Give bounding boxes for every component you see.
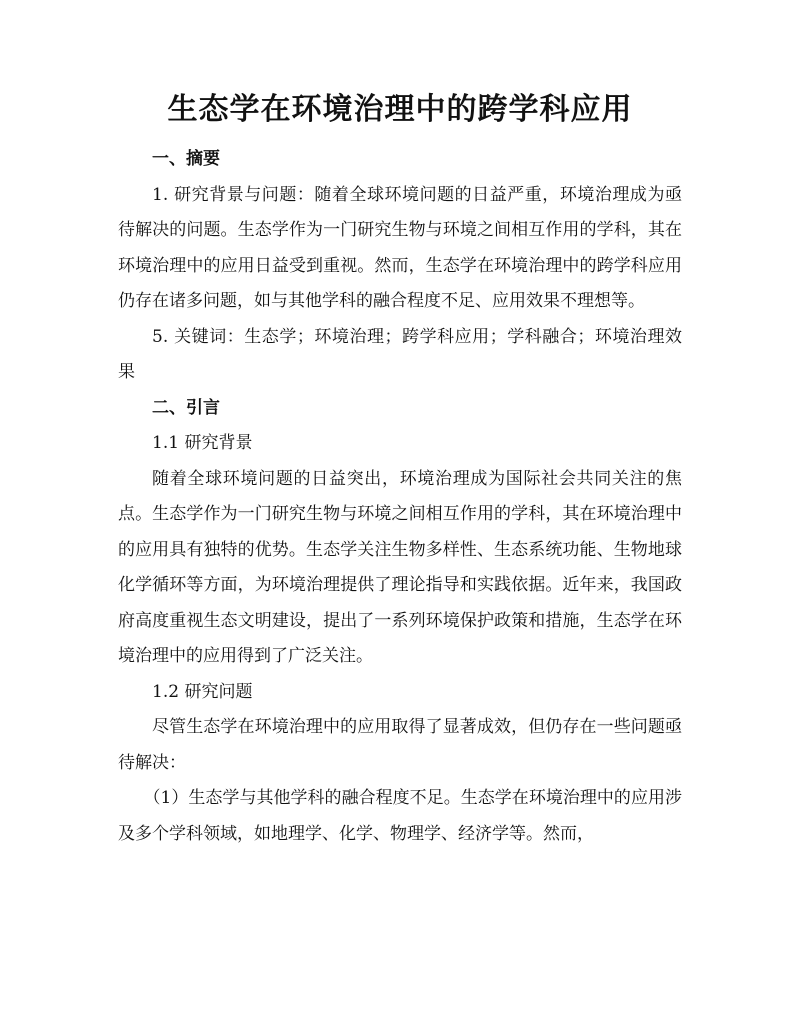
research-question-item-1: （1）生态学与其他学科的融合程度不足。生态学在环境治理中的应用涉及多个学科领域，如地理学、化学、物理学、经济学等。然而， [118,788,682,844]
document-title: 生态学在环境治理中的跨学科应用 [167,92,633,127]
section-heading-introduction: 二、引言 [152,397,220,418]
subsection-heading-research-background: 1.1 研究背景 [152,433,253,453]
abstract-paragraph-keywords: 5. 关键词：生态学；环境治理；跨学科应用；学科融合；环境治理效果 [118,326,682,382]
document-body [118,142,682,852]
abstract-paragraph-background: 1. 研究背景与问题：随着全球环境问题的日益严重，环境治理成为亟待解决的问题。生态学作为一门研究生物与环境之间相互作用的学科，其在环境治理中的应用日益受到重视。然而，生态学在环境治理中的跨学科应用仍存在诸多问题，如与其他学科的融合程度不足、应用效果不理想等。 [118,184,682,311]
subsection-heading-research-questions: 1.2 研究问题 [152,681,253,702]
research-background-paragraph: 随着全球环境问题的日益突出，环境治理成为国际社会共同关注的焦点。生态学作为一门研究生物与环境之间相互作用的学科，其在环境治理中的应用具有独特的优势。生态学关注生物多样性、生态系统功能、生物地球化学循环等方面，为环境治理提供了理论指导和实践依据。近年来，我国政府高度重视生态文明建设，提出了一系列环境保护政策和措施，生态学在环境治理中的应用得到了广泛关注。 [118,468,682,666]
section-heading-abstract: 一、摘要 [152,149,220,169]
research-questions-paragraph: 尽管生态学在环境治理中的应用取得了显著成效，但仍存在一些问题亟待解决： [118,717,682,773]
